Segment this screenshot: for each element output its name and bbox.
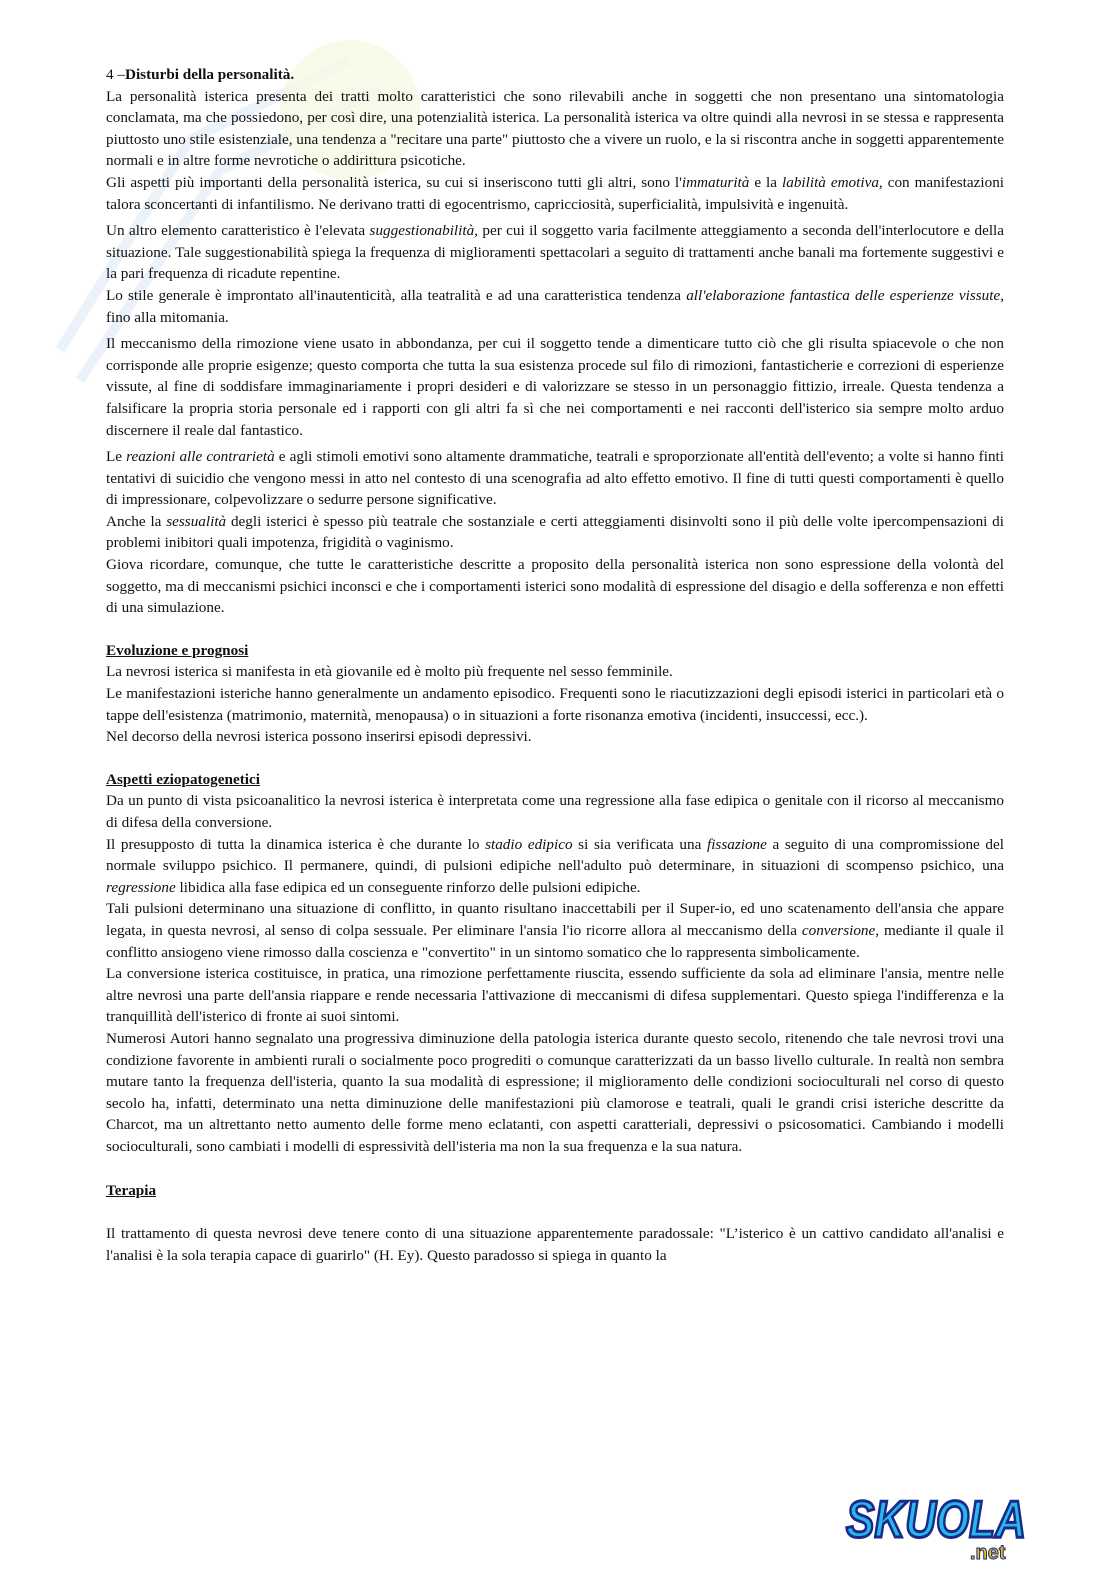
paragraph: Il trattamento di questa nevrosi deve tenere conto di una situazione apparentemente paradossale: "L’isterico è un cattivo candidato all'analisi e l'analisi è la sola terapia capace di guarirlo" (H. Ey). Questo paradosso si spiega in quanto la: [106, 1225, 1004, 1264]
section-title: [106, 64, 1004, 86]
document-body: [106, 64, 1004, 1266]
paragraph: Lo stile generale è improntato all'inautenticità, alla teatralità e ad una caratteristica tendenza all'elaborazione fantastica delle esperienze vissute, fino alla mitomania.: [106, 286, 1004, 326]
heading-aspetti: Aspetti eziopatogenetici: [106, 770, 260, 788]
paragraph: Il meccanismo della rimozione viene usato in abbondanza, per cui il soggetto tende a dimenticare tutto ciò che gli risulta spiacevole o che non corrisponde alle proprie esigenze; questo comporta che tutta la sua esistenza procede sul filo di rimozioni, fantasticherie e correzioni di esperienze vissute, al fine di soddisfare immaginariamente i propri desideri e di valorizzare se stesso in un personaggio fittizio, irreale. Questa tendenza a falsificare la propria storia personale ed i rapporti con gli altri fa sì che nei comportamenti e nei racconti dell'isterico sia sempre molto arduo discernere il reale dal fantastico.: [106, 335, 1004, 439]
paragraph: La personalità isterica presenta dei tratti molto caratteristici che sono rilevabili anche in soggetti che non presentano una sintomatologia conclamata, ma che possiedono, per così dire, una potenzialità isterica. La personalità isterica va oltre quindi alla nevrosi in se stessa e rappresenta piuttosto uno stile esistenziale, una tendenza a "recitare una parte" piuttosto che a vivere un ruolo, e la si riscontra anche in soggetti apparentemente normali e in altre forme nevrotiche o addirittura psicotiche.: [106, 87, 1004, 170]
paragraph: Le reazioni alle contrarietà e agli stimoli emotivi sono altamente drammatiche, teatrali e sproporzionate all'entità dell'evento; a volte si hanno finti tentativi di suicidio che vengono messi in atto nel contesto di una scenografia ad alto effetto emotivo. Il fine di tutti questi comportamenti è quello di impressionare, colpevolizzare o sedurre persone significative.: [106, 448, 1004, 509]
title-number: 4 –: [106, 66, 125, 83]
heading-evoluzione: Evoluzione e prognosi: [106, 641, 249, 659]
paragraph: Le manifestazioni isteriche hanno generalmente un andamento episodico. Frequenti sono le riacutizzazioni degli episodi isterici in particolari età o tappe dell'esistenza (matrimonio, maternità, menopausa) o in situazioni a forte risonanza emotiva (incidenti, insuccessi, ecc.).: [106, 685, 1004, 724]
heading-terapia: Terapia: [106, 1181, 157, 1199]
paragraph: Anche la sessualità degli isterici è spesso più teatrale che sostanziale e certi atteggiamenti disinvolti sono il più delle volte ipercompensazioni di problemi inibitori quali impotenza, frigidità o vaginismo.: [106, 512, 1004, 552]
paragraph: Un altro elemento caratteristico è l'elevata suggestionabilità, per cui il soggetto varia facilmente atteggiamento a seconda dell'interlocutore e della situazione. Tale suggestionabilità spiega la frequenza di miglioramenti spettacolari a seguito di trattamenti anche banali ma fortemente suggestivi e la pari frequenza di ricadute repentine.: [106, 222, 1005, 283]
skuola-logo: [842, 1475, 1032, 1565]
logo-word: SKUOLA: [846, 1491, 1026, 1549]
paragraph: Numerosi Autori hanno segnalato una progressiva diminuzione della patologia isterica durante questo secolo, ritenendo che tale nevrosi trovi una condizione favorente in ambienti rurali o socialmente poco progrediti o comunque caratterizzati da un basso livello culturale. In realtà non sembra mutare tanto la frequenza dell'isteria, quanto la sua modalità di espressione; il miglioramento delle condizioni socioculturali nel corso di questo secolo ha, infatti, determinato una netta diminuzione delle manifestazioni più clamorose e teatrali, quali le grandi crisi isteriche descritte da Charcot, ma un altrettanto netto aumento delle forme meno eclatanti, con aspetti caratteriali, depressivi o psicosomatici. Cambiando i modelli socioculturali, sono cambiati i modelli di espressività dell'isteria ma non la sua frequenza e la sua natura.: [106, 1029, 1004, 1155]
paragraph: La nevrosi isterica si manifesta in età giovanile ed è molto più frequente nel sesso femminile.: [106, 663, 673, 681]
paragraph: Gli aspetti più importanti della personalità isterica, su cui si inseriscono tutti gli altri, sono l'immaturità e la labilità emotiva, con manifestazioni talora sconcertanti di infantilismo. Ne derivano tratti di egocentrismo, capricciosità, superficialità, impulsività e ingenuità.: [106, 173, 1005, 213]
paragraph: Giova ricordare, comunque, che tutte le caratteristiche descritte a proposito della personalità isterica non sono espressione della volontà del soggetto, ma di meccanismi psichici inconsci e che i comportamenti isterici sono modalità di espressione del disagio e della sofferenza e non effetti di una simulazione.: [106, 556, 1004, 617]
paragraph: Da un punto di vista psicoanalitico la nevrosi isterica è interpretata come una regressione alla fase edipica o genitale con il ricorso al meccanismo di difesa della conversione.: [106, 792, 1004, 831]
logo-suffix: .net: [970, 1542, 1006, 1564]
title-text: Disturbi della personalità.: [124, 66, 295, 83]
paragraph: Nel decorso della nevrosi isterica possono inserirsi episodi depressivi.: [106, 728, 532, 746]
paragraph: Il presupposto di tutta la dinamica isterica è che durante lo stadio edipico si sia verificata una fissazione a seguito di una compromissione del normale sviluppo psichico. Il permanere, quindi, di pulsioni edipiche nell'adulto può determinare, in situazioni di scompenso psichico, una regressione libidica alla fase edipica ed un conseguente rinforzo delle pulsioni edipiche.: [106, 835, 1004, 896]
paragraph: Tali pulsioni determinano una situazione di conflitto, in quanto risultano inaccettabili per il Super-io, ed uno scatenamento dell'ansia che appare legata, in questa nevrosi, al senso di colpa sessuale. Per eliminare l'ansia l'io ricorre allora al meccanismo della conversione, mediante il quale il conflitto ansiogeno viene rimosso dalla coscienza e "convertito" in un sintomo somatico che lo rappresenta simbolicamente.: [106, 900, 1004, 961]
paragraph: La conversione isterica costituisce, in pratica, una rimozione perfettamente riuscita, essendo sufficiente da sola ad eliminare l'ansia, mentre nelle altre nevrosi una parte dell'ansia riappare e rende necessaria l'attivazione di meccanismi di difesa supplementari. Questo spiega l'indifferenza e la tranquillità dell'isterico di fronte ai suoi sintomi.: [106, 965, 1004, 1026]
